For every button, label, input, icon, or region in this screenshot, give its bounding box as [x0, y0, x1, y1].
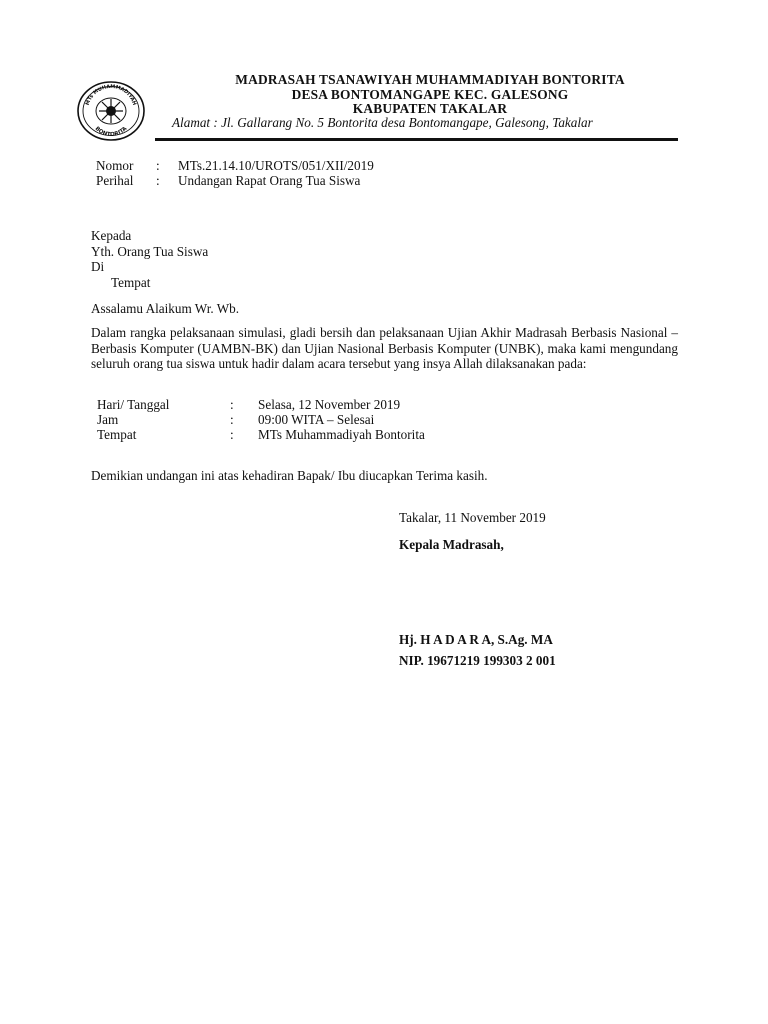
place-label: Tempat — [97, 427, 137, 442]
body-paragraph: Dalam rangka pelaksanaan simulasi, gladi bersih dan pelaksanaan Ujian Akhir Madrasah Berbasis Nasional – Berbasis Komputer (UAMBN-BK) dan Ujian Nasional Berbasis Komputer (UNBK), maka kami mengundang seluruh orang tua siswa untuk hadir dalam acara tersebut yang insya Allah dilaksanakan pada: — [91, 325, 678, 371]
recipient-block — [91, 228, 208, 290]
place-value: MTs Muhammadiyah Bontorita — [258, 427, 425, 442]
letterhead-divider — [155, 138, 678, 141]
place-separator: : — [230, 427, 234, 442]
regency-line: KABUPATEN TAKALAR — [352, 101, 508, 116]
perihal-separator: : — [156, 173, 160, 188]
time-separator: : — [230, 412, 234, 427]
signatory-title: Kepala Madrasah, — [399, 537, 504, 552]
school-logo — [76, 80, 146, 142]
time-value: 09:00 WITA – Selesai — [258, 412, 375, 427]
village-line: DESA BONTOMANGAPE KEC. GALESONG — [291, 87, 569, 102]
school-address: Alamat : Jl. Gallarang No. 5 Bontorita desa Bontomangape, Galesong, Takalar — [172, 115, 593, 130]
time-label: Jam — [97, 412, 119, 427]
nomor-label: Nomor — [96, 158, 134, 173]
svg-text:MTs MUHAMMADIYAH: MTs MUHAMMADIYAH — [84, 83, 138, 107]
perihal-value: Undangan Rapat Orang Tua Siswa — [178, 173, 361, 188]
perihal-label: Perihal — [96, 173, 134, 188]
date-label: Hari/ Tanggal — [97, 397, 170, 412]
recipient-line-tempat: Tempat — [111, 274, 151, 290]
nomor-value: MTs.21.14.10/UROTS/051/XII/2019 — [178, 158, 374, 173]
recipient-line-yth: Yth. Orang Tua Siswa — [91, 243, 209, 259]
recipient-line-di: Di — [91, 259, 105, 274]
greeting: Assalamu Alaikum Wr. Wb. — [91, 301, 240, 316]
date-separator: : — [230, 397, 234, 412]
school-name: MADRASAH TSANAWIYAH MUHAMMADIYAH BONTORITA — [235, 72, 625, 87]
svg-text:BONTORITA: BONTORITA — [93, 125, 129, 139]
signatory-name: Hj. H A D A R A, S.Ag. MA — [399, 632, 553, 647]
place-date: Takalar, 11 November 2019 — [399, 510, 546, 525]
signatory-nip: NIP. 19671219 199303 2 001 — [399, 653, 556, 668]
date-value: Selasa, 12 November 2019 — [258, 397, 401, 412]
nomor-separator: : — [156, 158, 160, 173]
closing-sentence: Demikian undangan ini atas kehadiran Bapak/ Ibu diucapkan Terima kasih. — [91, 468, 488, 483]
recipient-line-kepada: Kepada — [91, 228, 132, 243]
